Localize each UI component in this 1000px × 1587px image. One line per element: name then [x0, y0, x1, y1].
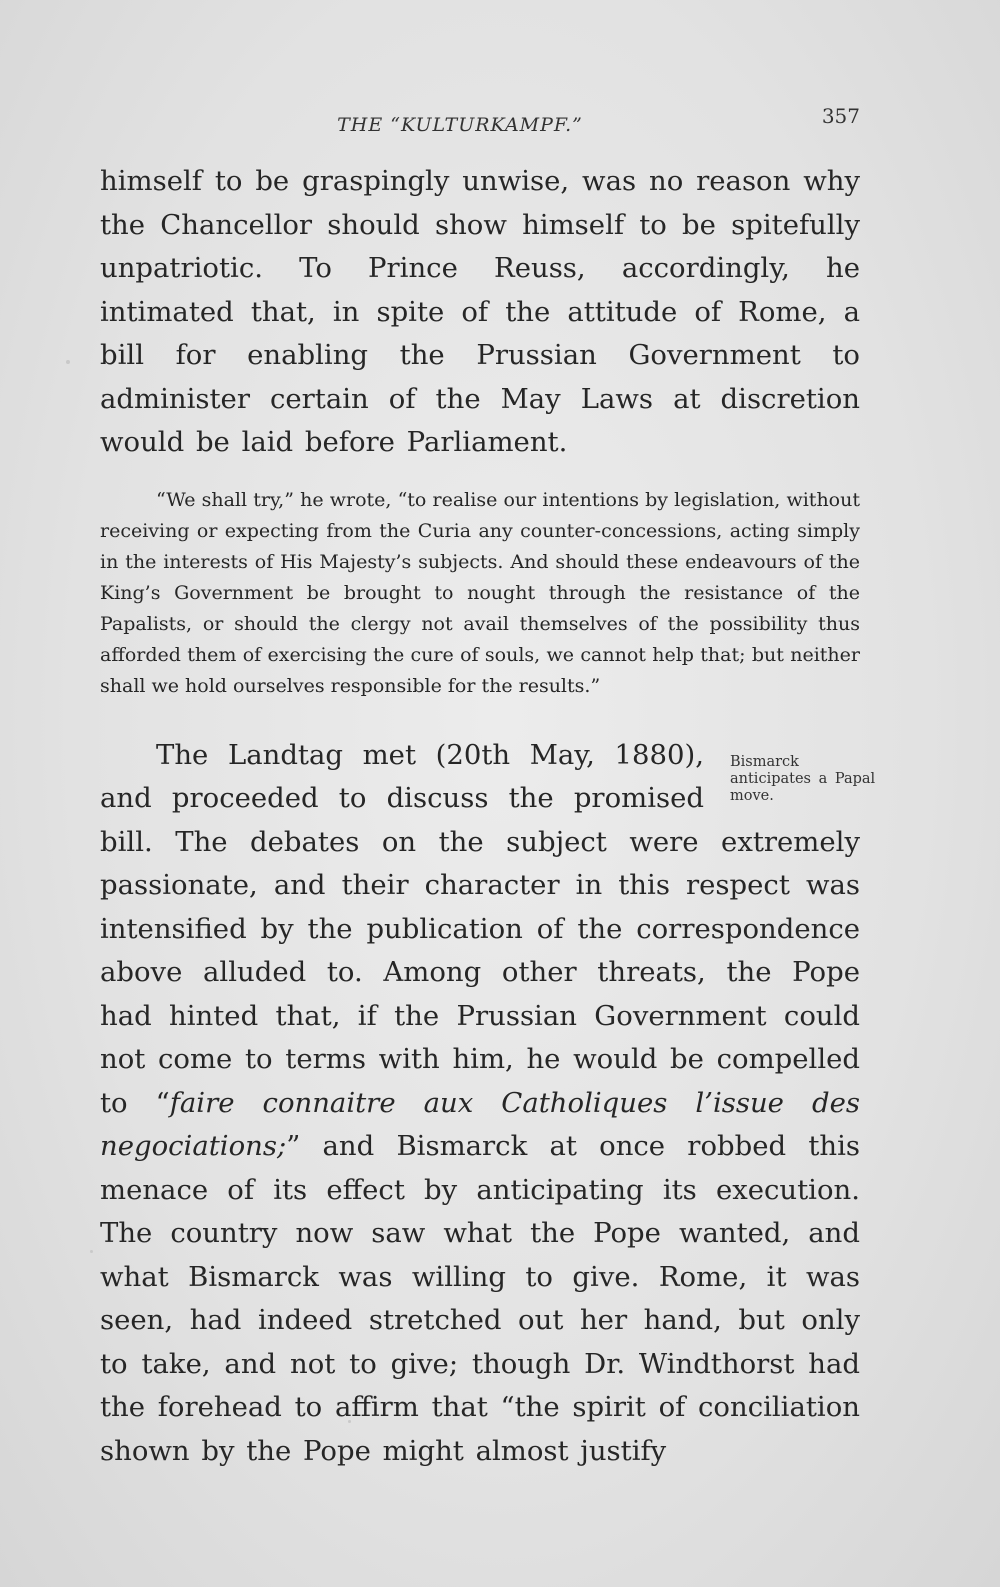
- paragraph-2-french-quote: faire connaitre aux Catholiques l’issue des negociations;: [100, 1086, 860, 1162]
- page-number: 357: [821, 104, 860, 128]
- running-head: [100, 104, 860, 144]
- paper-speck: [66, 360, 70, 364]
- paragraph-2-text-a: The Landtag met (20th May, 1880), and proceeded to discuss the promised bill. The debates on the subject were extremely passionate, and their character in this respect was intensified by the publication of the correspondence above alluded to. Among other threats, the Pope had hinted that, if the Prussian Government could not come to terms with him, he would be compelled to “: [100, 738, 860, 1119]
- paragraph-2: [100, 734, 876, 1474]
- margin-note: Bismarck anticipates a Papal move.: [730, 753, 876, 804]
- paper-speck: [90, 1250, 93, 1253]
- paragraph-1: himself to be graspingly unwise, was no reason why the Chancellor should show himself to be spitefully unpatriotic. To Prince Reuss, accordingly, he intimated that, in spite of the attitude of Rome, a bill for enabling the Prussian Government to administer certain of the May Laws at discretion would be laid before Parliament.: [100, 165, 860, 458]
- paragraph-2-text-b: ” and Bismarck at once robbed this menace of its effect by anticipating its execution. The country now saw what the Pope wanted, and what Bismarck was willing to give. Rome, it was seen, had indeed stretched out her hand, but only to take, and not to give; though Dr. Windthorst had the forehead to affirm that “the spirit of conciliation shown by the Pope might almost justify: [100, 1130, 860, 1467]
- text-block: [100, 160, 876, 1473]
- block-quote: “We shall try,” he wrote, “to realise our intentions by legislation, without receiving or expecting from the Curia any counter-concessions, acting simply in the interests of His Majesty’s subjects. And should these endeavours of the King’s Government be brought to nought through the resistance of the Papalists, or should the clergy not avail themselves of the possibility thus afforded them of exercising the cure of souls, we cannot help that; but neither shall we hold ourselves responsible for the results.”: [100, 488, 860, 697]
- running-title: THE “KULTURKAMPF.”: [337, 114, 583, 136]
